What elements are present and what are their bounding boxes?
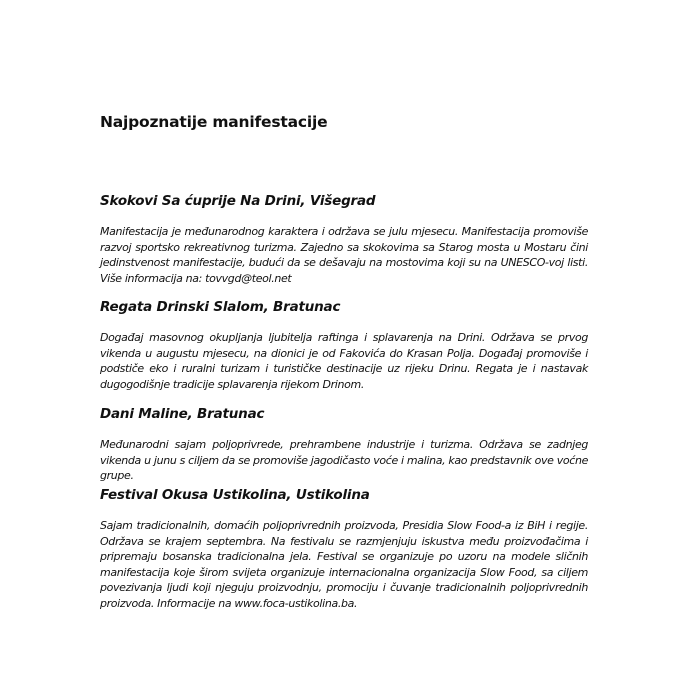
section-heading: Festival Okusa Ustikolina, Ustikolina	[100, 487, 370, 503]
section-heading: Skokovi Sa ćuprije Na Drini, Višegrad	[100, 193, 376, 209]
section-body: Događaj masovnog okupljanja ljubitelja raftinga i splavarenja na Drini. Održava se prvog vikenda u augustu mjesecu, na dionici je od Fakovića do Krasan Polja. Događaj promoviše i podstiče eko i ruralni turizam i turističke destinacije uz rijeku Drinu. Regata je i nastavak dugogodišnje tradicije splavarenja rijekom Drinom.	[100, 331, 588, 391]
section-heading: Regata Drinski Slalom, Bratunac	[100, 299, 341, 315]
section-dani-maline	[100, 406, 588, 484]
section-festival-okusa	[100, 487, 588, 611]
section-body: Sajam tradicionalnih, domaćih poljoprivrednih proizvoda, Presidia Slow Food-a iz BiH i regije. Održava se krajem septembra. Na festivalu se razmjenjuju iskustva među proizvođačima i pripremaju bosanska tradicionalna jela. Festival se organizuje po uzoru na modele sličnih manifestacija koje širom svijeta organizuje internacionalna organizacija Slow Food, sa ciljem povezivanja ljudi koji njeguju proizvodnju, promociju i čuvanje tradicionalnih poljoprivrednih proizvoda. Informacije na www.foca-ustikolina.ba.	[100, 519, 588, 610]
section-body: Međunarodni sajam poljoprivrede, prehrambene industrije i turizma. Održava se zadnjeg vikenda u junu s ciljem da se promoviše jagodičasto voće i malina, kao predstavnik ove voćne grupe.	[100, 438, 588, 482]
section-body: Manifestacija je međunarodnog karaktera i održava se julu mjesecu. Manifestacija promoviše razvoj sportsko rekreativnog turizma. Zajedno sa skokovima sa Starog mosta u Mostaru čini jedinstvenost manifestacije, budući da se dešavaju na mostovima koji su na UNESCO-voj listi. Više informacija na: tovvgd@teol.net	[100, 225, 588, 285]
section-heading: Dani Maline, Bratunac	[100, 406, 265, 422]
section-skokovi	[100, 193, 588, 286]
page-title: Najpoznatije manifestacije	[100, 113, 328, 131]
section-regata	[100, 299, 588, 392]
